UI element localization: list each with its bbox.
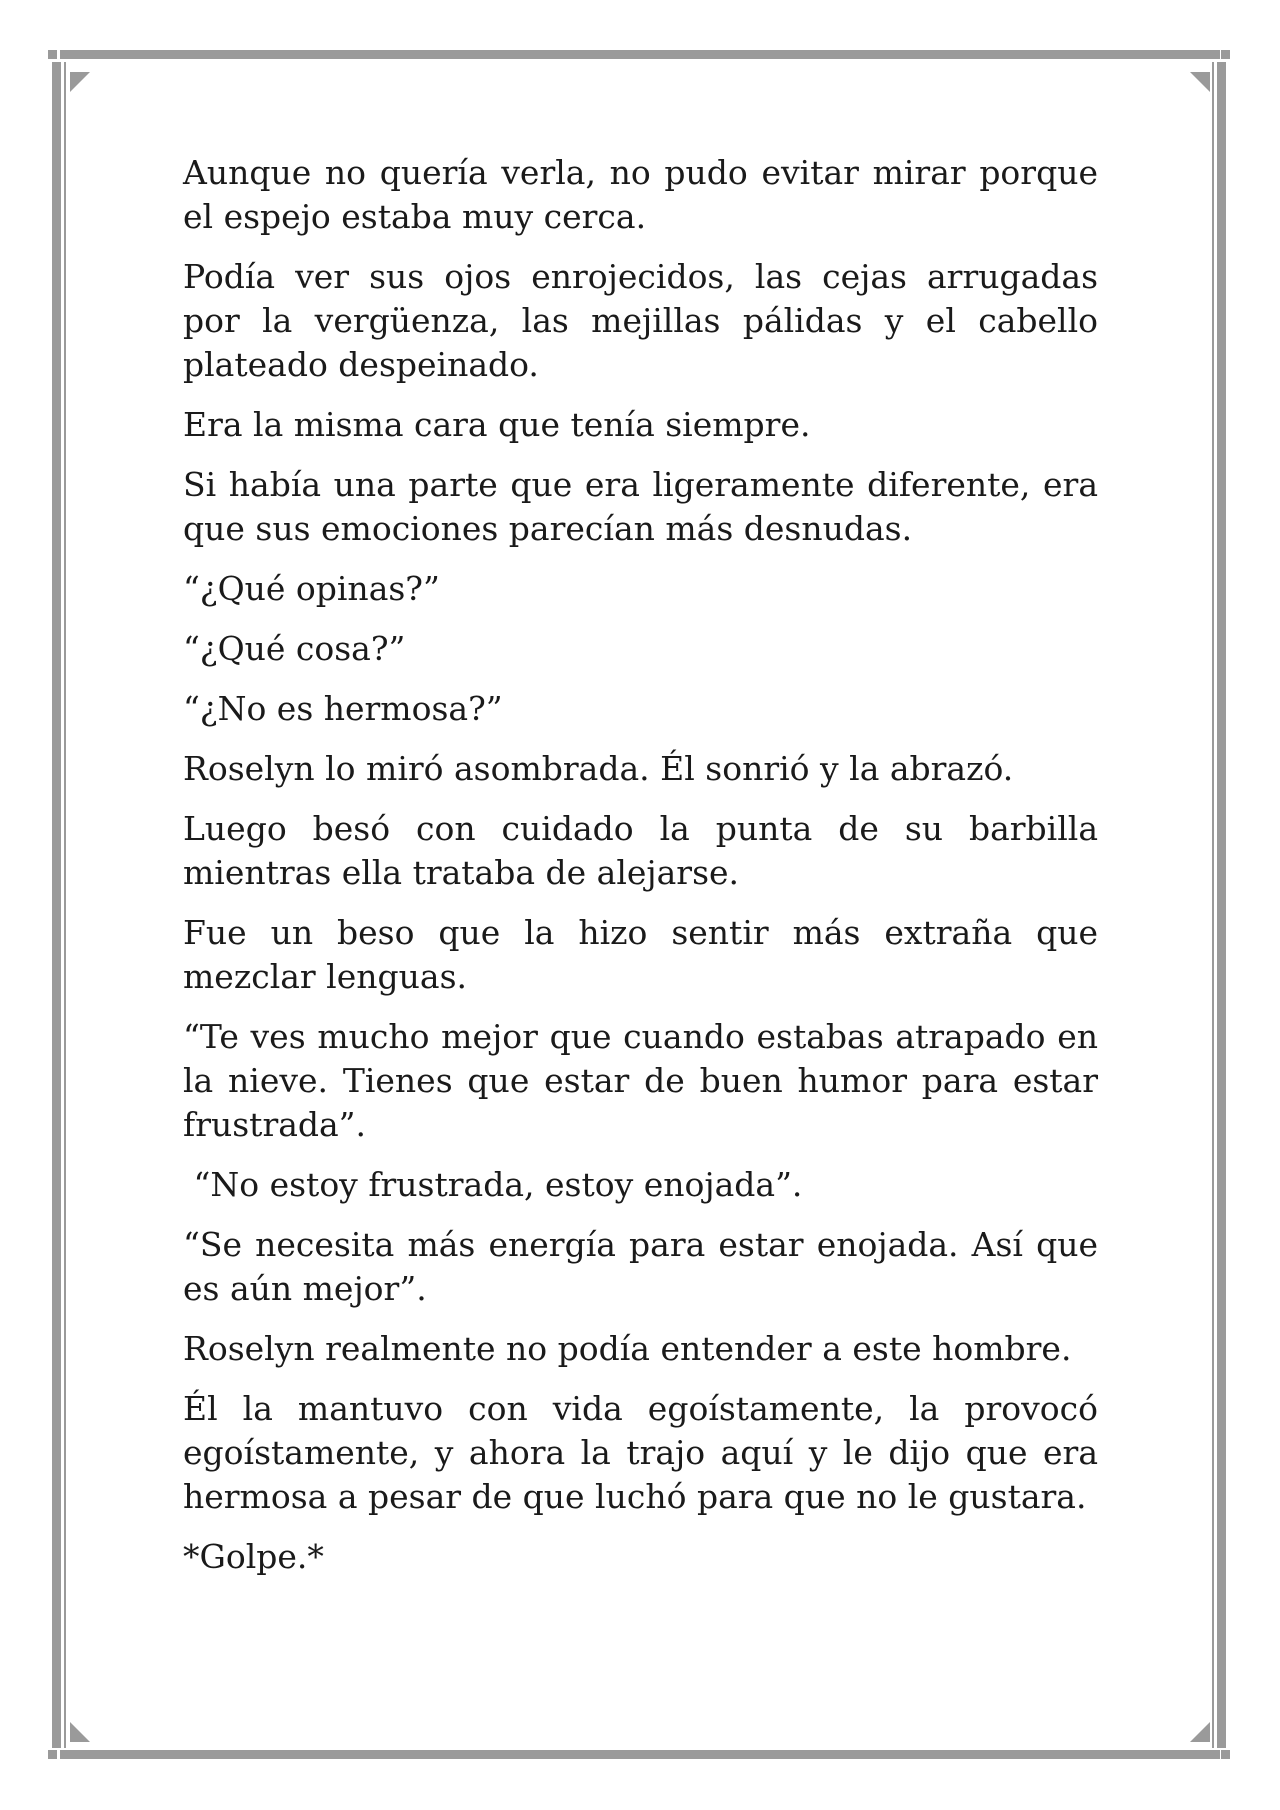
paragraph: Aunque no quería verla, no pudo evitar mirar porque el espejo estaba muy cerca.: [183, 153, 1098, 236]
paragraph: Podía ver sus ojos enrojecidos, las cejas arrugadas por la vergüenza, las mejillas pálidas y el cabello plateado despeinado.: [183, 257, 1098, 384]
dialogue-line: “Te ves mucho mejor que cuando estabas atrapado en la nieve. Tienes que estar de buen humor para estar frustrada”.: [183, 1017, 1098, 1144]
paragraph: Era la misma cara que tenía siempre.: [183, 405, 811, 444]
dialogue-line: “Se necesita más energía para estar enojada. Así que es aún mejor”.: [183, 1225, 1098, 1308]
corner-square-icon: [1221, 50, 1230, 59]
corner-triangle-icon: [70, 72, 90, 92]
corner-triangle-icon: [1190, 72, 1210, 92]
page-text: [183, 151, 1098, 1595]
paragraph: Roselyn lo miró asombrada. Él sonrió y la abrazó.: [183, 749, 1014, 788]
sound-effect: *Golpe.*: [183, 1537, 324, 1576]
frame-top-border: [60, 50, 1220, 59]
dialogue-line: “¿No es hermosa?”: [183, 689, 503, 728]
dialogue-line: “No estoy frustrada, estoy enojada”.: [183, 1165, 803, 1204]
corner-triangle-icon: [1190, 1722, 1210, 1742]
corner-triangle-icon: [70, 1722, 90, 1742]
dialogue-line: “¿Qué opinas?”: [183, 569, 440, 608]
corner-square-icon: [48, 1750, 57, 1759]
paragraph: Luego besó con cuidado la punta de su barbilla mientras ella trataba de alejarse.: [183, 809, 1098, 892]
paragraph: Si había una parte que era ligeramente diferente, era que sus emociones parecían más desnudas.: [183, 465, 1098, 548]
paragraph: Él la mantuvo con vida egoístamente, la provocó egoístamente, y ahora la trajo aquí y le dijo que era hermosa a pesar de que luchó para que no le gustara.: [183, 1389, 1098, 1516]
dialogue-line: “¿Qué cosa?”: [183, 629, 406, 668]
frame-left-border: [52, 62, 61, 1748]
frame-left-inner-line: [64, 62, 66, 1748]
paragraph: Fue un beso que la hizo sentir más extraña que mezclar lenguas.: [183, 913, 1098, 996]
corner-square-icon: [48, 50, 57, 59]
frame-right-inner-line: [1212, 62, 1214, 1748]
paragraph: Roselyn realmente no podía entender a este hombre.: [183, 1329, 1072, 1368]
frame-bottom-border: [60, 1750, 1220, 1759]
frame-right-border: [1217, 62, 1226, 1748]
corner-square-icon: [1221, 1750, 1230, 1759]
